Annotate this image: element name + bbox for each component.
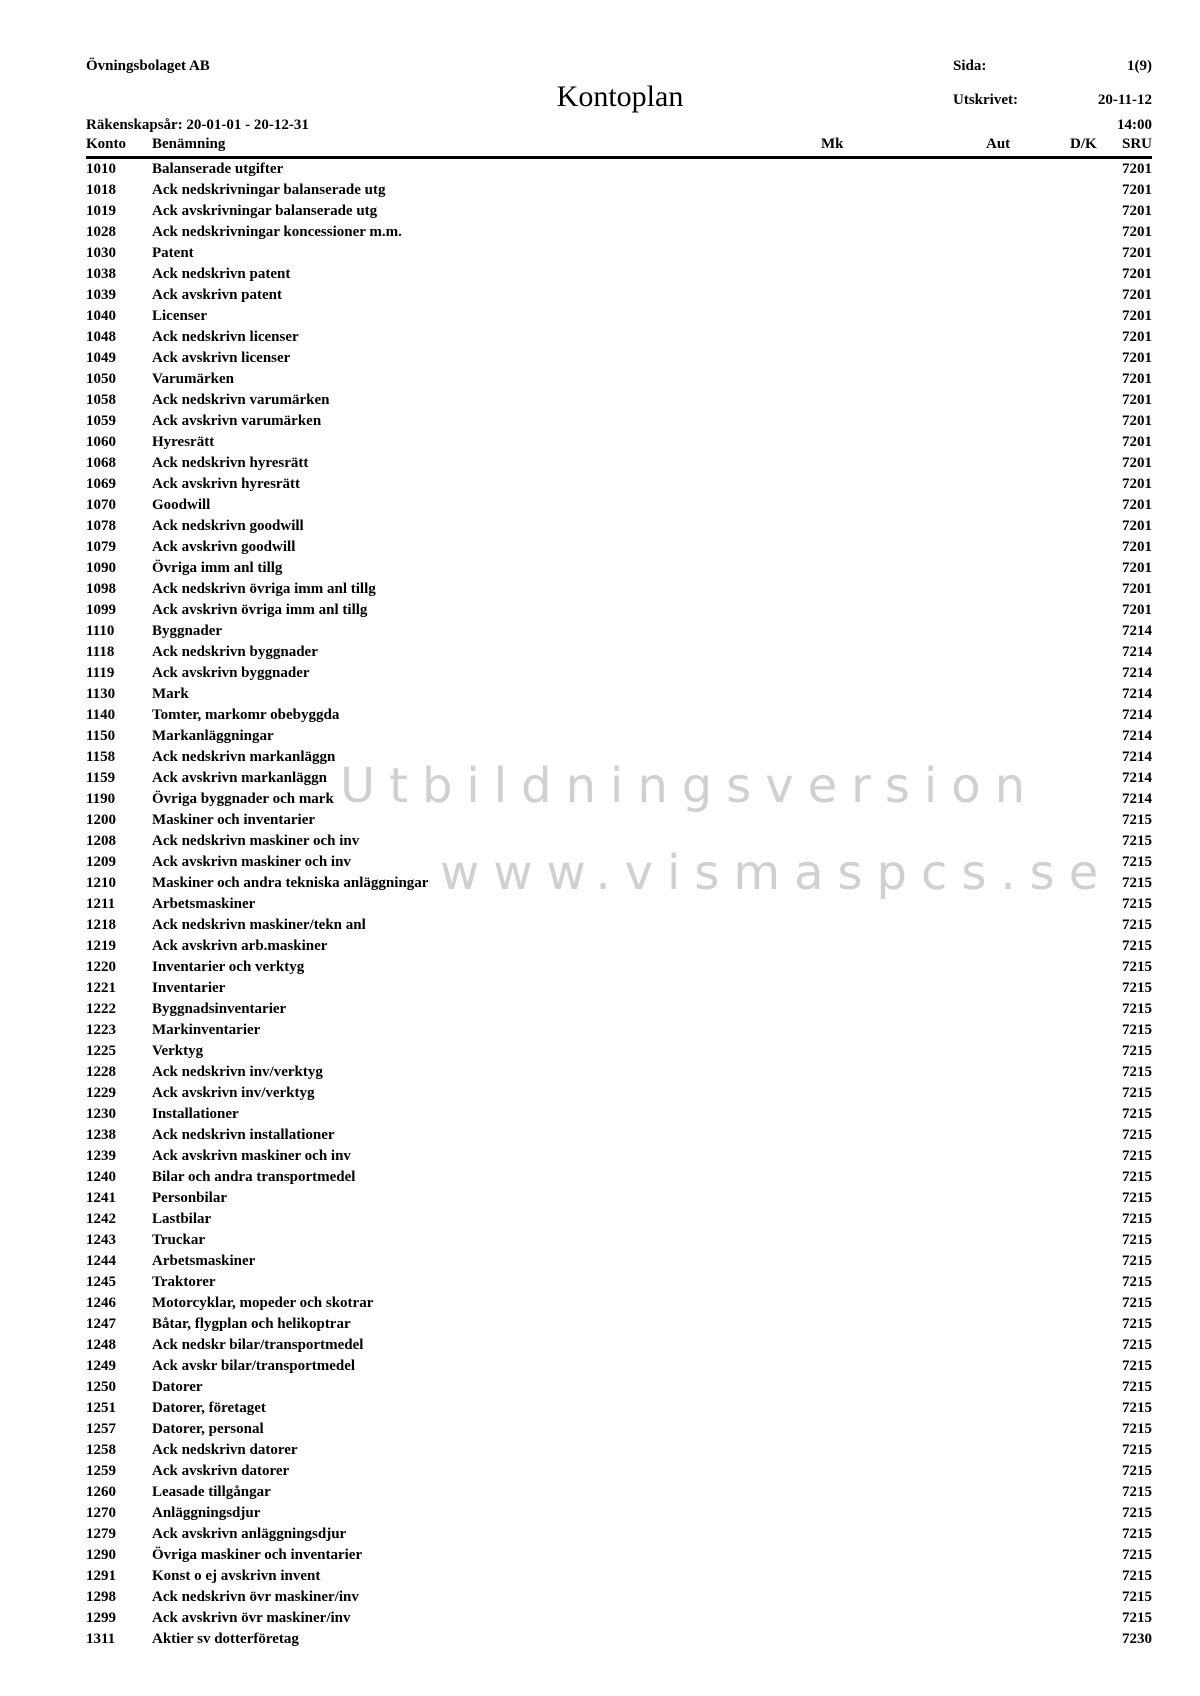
sru-code: 7215 [1122, 1085, 1152, 1101]
account-number: 1078 [86, 518, 116, 534]
account-number: 1279 [86, 1526, 116, 1542]
table-row [86, 663, 1152, 684]
sru-code: 7215 [1122, 917, 1152, 933]
account-name: Ack nedskrivn markanläggn [152, 749, 336, 765]
sru-code: 7201 [1122, 455, 1152, 471]
account-number: 1229 [86, 1085, 116, 1101]
account-number: 1225 [86, 1043, 116, 1059]
column-header-konto: Konto [86, 136, 127, 152]
account-name: Ack avskrivn övriga imm anl tillg [152, 602, 368, 618]
sru-code: 7214 [1122, 728, 1152, 744]
table-row [86, 1083, 1152, 1104]
account-name: Ack nedskrivn övr maskiner/inv [152, 1589, 359, 1605]
account-number: 1239 [86, 1148, 116, 1164]
sru-code: 7215 [1122, 1316, 1152, 1332]
table-row [86, 1440, 1152, 1461]
sru-code: 7230 [1122, 1631, 1152, 1647]
account-name: Ack nedskrivningar balanserade utg [152, 182, 386, 198]
table-row [86, 558, 1152, 579]
sru-code: 7201 [1122, 203, 1152, 219]
sru-code: 7215 [1122, 1610, 1152, 1626]
account-number: 1260 [86, 1484, 116, 1500]
account-number: 1219 [86, 938, 116, 954]
table-row [86, 621, 1152, 642]
account-name: Ack nedskrivningar koncessioner m.m. [152, 224, 402, 240]
account-name: Ack avskrivn inv/verktyg [152, 1085, 315, 1101]
account-number: 1245 [86, 1274, 116, 1290]
account-number: 1159 [86, 770, 116, 786]
sru-code: 7215 [1122, 1421, 1152, 1437]
sru-code: 7215 [1122, 1211, 1152, 1227]
table-row [86, 180, 1152, 201]
table-row [86, 1503, 1152, 1524]
account-number: 1250 [86, 1379, 116, 1395]
account-number: 1040 [86, 308, 116, 324]
account-number: 1069 [86, 476, 116, 492]
sru-code: 7215 [1122, 1274, 1152, 1290]
sru-code: 7215 [1122, 1295, 1152, 1311]
account-number: 1099 [86, 602, 116, 618]
account-name: Datorer, företaget [152, 1400, 266, 1416]
account-name: Goodwill [152, 497, 211, 513]
account-number: 1039 [86, 287, 116, 303]
account-name: Ack nedskrivn licenser [152, 329, 299, 345]
page-number: 1(9) [1127, 58, 1152, 74]
account-name: Leasade tillgångar [152, 1484, 271, 1500]
account-name: Ack avskrivningar balanserade utg [152, 203, 378, 219]
sru-code: 7215 [1122, 833, 1152, 849]
table-row [86, 1461, 1152, 1482]
account-number: 1140 [86, 707, 116, 723]
table-row [86, 1629, 1152, 1650]
account-name: Maskiner och inventarier [152, 812, 316, 828]
account-name: Traktorer [152, 1274, 216, 1290]
sru-code: 7201 [1122, 434, 1152, 450]
table-row [86, 1524, 1152, 1545]
column-header-benamning: Benämning [152, 136, 226, 152]
table-row [86, 474, 1152, 495]
account-name: Inventarier [152, 980, 226, 996]
account-name: Ack avskr bilar/transportmedel [152, 1358, 356, 1374]
account-number: 1150 [86, 728, 116, 744]
sru-code: 7201 [1122, 182, 1152, 198]
account-number: 1238 [86, 1127, 116, 1143]
account-number: 1251 [86, 1400, 116, 1416]
account-name: Byggnader [152, 623, 223, 639]
account-number: 1246 [86, 1295, 116, 1311]
table-row [86, 243, 1152, 264]
account-number: 1298 [86, 1589, 116, 1605]
table-row [86, 1419, 1152, 1440]
account-name: Ack nedskrivn övriga imm anl tillg [152, 581, 376, 597]
account-number: 1059 [86, 413, 116, 429]
account-number: 1299 [86, 1610, 116, 1626]
table-row [86, 390, 1152, 411]
account-name: Installationer [152, 1106, 239, 1122]
account-number: 1218 [86, 917, 116, 933]
sru-code: 7215 [1122, 1001, 1152, 1017]
sru-code: 7215 [1122, 1358, 1152, 1374]
account-number: 1220 [86, 959, 116, 975]
sru-code: 7201 [1122, 518, 1152, 534]
table-row [86, 915, 1152, 936]
table-row [86, 1167, 1152, 1188]
table-row [86, 1482, 1152, 1503]
table-row [86, 1251, 1152, 1272]
table-row [86, 453, 1152, 474]
sru-code: 7215 [1122, 1337, 1152, 1353]
sru-code: 7214 [1122, 644, 1152, 660]
account-name: Inventarier och verktyg [152, 959, 305, 975]
account-name: Markinventarier [152, 1022, 261, 1038]
sru-code: 7215 [1122, 1232, 1152, 1248]
account-number: 1038 [86, 266, 116, 282]
table-row [86, 1356, 1152, 1377]
table-row [86, 579, 1152, 600]
table-row [86, 1293, 1152, 1314]
account-name: Ack avskrivn byggnader [152, 665, 310, 681]
account-number: 1028 [86, 224, 116, 240]
sru-code: 7201 [1122, 581, 1152, 597]
account-number: 1070 [86, 497, 116, 513]
table-row [86, 1398, 1152, 1419]
sru-code: 7201 [1122, 350, 1152, 366]
column-headers [86, 136, 1152, 156]
account-name: Mark [152, 686, 189, 702]
account-name: Arbetsmaskiner [152, 896, 256, 912]
account-name: Ack nedskrivn byggnader [152, 644, 318, 660]
sru-code: 7215 [1122, 896, 1152, 912]
table-row [86, 1104, 1152, 1125]
sru-code: 7214 [1122, 665, 1152, 681]
sru-code: 7215 [1122, 1148, 1152, 1164]
account-number: 1223 [86, 1022, 116, 1038]
sru-code: 7215 [1122, 812, 1152, 828]
table-row [86, 369, 1152, 390]
account-number: 1048 [86, 329, 116, 345]
table-row [86, 1377, 1152, 1398]
account-name: Ack nedskr bilar/transportmedel [152, 1337, 364, 1353]
account-number: 1248 [86, 1337, 116, 1353]
account-name: Ack avskrivn arb.maskiner [152, 938, 328, 954]
table-row [86, 684, 1152, 705]
account-number: 1050 [86, 371, 116, 387]
sru-code: 7214 [1122, 791, 1152, 807]
account-name: Licenser [152, 308, 207, 324]
sru-code: 7215 [1122, 875, 1152, 891]
table-row [86, 348, 1152, 369]
sru-code: 7201 [1122, 371, 1152, 387]
account-number: 1247 [86, 1316, 116, 1332]
account-number: 1208 [86, 833, 116, 849]
account-number: 1249 [86, 1358, 116, 1374]
sru-code: 7215 [1122, 1400, 1152, 1416]
account-number: 1230 [86, 1106, 116, 1122]
page-label: Sida: [953, 58, 987, 74]
account-name: Datorer, personal [152, 1421, 264, 1437]
account-name: Ack avskrivn varumärken [152, 413, 322, 429]
table-row [86, 1062, 1152, 1083]
table-row [86, 705, 1152, 726]
account-number: 1244 [86, 1253, 116, 1269]
account-number: 1258 [86, 1442, 116, 1458]
account-name: Arbetsmaskiner [152, 1253, 256, 1269]
column-header-mk: Mk [821, 136, 844, 152]
account-number: 1130 [86, 686, 116, 702]
account-number: 1311 [86, 1631, 116, 1647]
table-row [86, 999, 1152, 1020]
account-number: 1211 [86, 896, 116, 912]
account-name: Övriga byggnader och mark [152, 791, 334, 807]
account-number: 1242 [86, 1211, 116, 1227]
account-name: Ack avskrivn anläggningsdjur [152, 1526, 347, 1542]
table-row [86, 1209, 1152, 1230]
sru-code: 7201 [1122, 539, 1152, 555]
sru-code: 7201 [1122, 560, 1152, 576]
table-row [86, 726, 1152, 747]
account-name: Övriga maskiner och inventarier [152, 1547, 363, 1563]
column-header-sru: SRU [1121, 136, 1152, 152]
account-name: Patent [152, 245, 194, 261]
column-header-dk: D/K [1070, 136, 1097, 152]
sru-code: 7215 [1122, 1106, 1152, 1122]
account-number: 1110 [86, 623, 115, 639]
table-row [86, 1587, 1152, 1608]
account-number: 1119 [86, 665, 115, 681]
sru-code: 7214 [1122, 749, 1152, 765]
account-number: 1068 [86, 455, 116, 471]
sru-code: 7201 [1122, 329, 1152, 345]
watermark-line-1: Utbildningsversion [340, 758, 1040, 814]
account-name: Övriga imm anl tillg [152, 560, 283, 576]
watermark-line-2: www.vismaspcs.se [440, 845, 1113, 901]
account-name: Ack nedskrivn varumärken [152, 392, 330, 408]
account-name: Bilar och andra transportmedel [152, 1169, 356, 1185]
sru-code: 7215 [1122, 1190, 1152, 1206]
account-name: Ack nedskrivn datorer [152, 1442, 298, 1458]
account-number: 1240 [86, 1169, 116, 1185]
company-name: Övningsbolaget AB [86, 58, 210, 74]
account-name: Maskiner och andra tekniska anläggningar [152, 875, 429, 891]
sru-code: 7214 [1122, 770, 1152, 786]
account-number: 1058 [86, 392, 116, 408]
table-row [86, 1608, 1152, 1629]
table-row [86, 1314, 1152, 1335]
account-table [86, 159, 1152, 1650]
account-name: Ack nedskrivn maskiner och inv [152, 833, 360, 849]
account-number: 1209 [86, 854, 116, 870]
account-number: 1291 [86, 1568, 116, 1584]
account-number: 1049 [86, 350, 116, 366]
account-number: 1098 [86, 581, 116, 597]
table-row [86, 159, 1152, 180]
sru-code: 7201 [1122, 602, 1152, 618]
account-number: 1241 [86, 1190, 116, 1206]
account-number: 1221 [86, 980, 116, 996]
table-row [86, 1125, 1152, 1146]
table-row [86, 1146, 1152, 1167]
account-number: 1257 [86, 1421, 116, 1437]
sru-code: 7215 [1122, 1589, 1152, 1605]
table-row [86, 264, 1152, 285]
account-name: Balanserade utgifter [152, 161, 284, 177]
sru-code: 7215 [1122, 1253, 1152, 1269]
account-number: 1270 [86, 1505, 116, 1521]
account-name: Aktier sv dotterföretag [152, 1631, 299, 1647]
account-name: Ack avskrivn hyresrätt [152, 476, 301, 492]
sru-code: 7201 [1122, 224, 1152, 240]
account-number: 1210 [86, 875, 116, 891]
account-name: Ack avskrivn maskiner och inv [152, 1148, 351, 1164]
sru-code: 7215 [1122, 938, 1152, 954]
sru-code: 7201 [1122, 308, 1152, 324]
account-number: 1259 [86, 1463, 116, 1479]
account-number: 1019 [86, 203, 116, 219]
printed-label: Utskrivet: [953, 92, 1018, 108]
table-row [86, 201, 1152, 222]
account-name: Personbilar [152, 1190, 227, 1206]
account-number: 1018 [86, 182, 116, 198]
account-name: Anläggningsdjur [152, 1505, 261, 1521]
sru-code: 7215 [1122, 980, 1152, 996]
table-row [86, 1230, 1152, 1251]
sru-code: 7214 [1122, 623, 1152, 639]
sru-code: 7215 [1122, 1484, 1152, 1500]
sru-code: 7215 [1122, 1463, 1152, 1479]
sru-code: 7201 [1122, 476, 1152, 492]
table-row [86, 957, 1152, 978]
account-number: 1010 [86, 161, 116, 177]
sru-code: 7215 [1122, 854, 1152, 870]
table-row [86, 1272, 1152, 1293]
sru-code: 7215 [1122, 1064, 1152, 1080]
account-name: Ack avskrivn datorer [152, 1463, 290, 1479]
account-number: 1243 [86, 1232, 116, 1248]
printed-date: 20-11-12 [1097, 92, 1152, 108]
account-number: 1190 [86, 791, 116, 807]
sru-code: 7215 [1122, 1442, 1152, 1458]
table-row [86, 432, 1152, 453]
account-name: Ack nedskrivn maskiner/tekn anl [152, 917, 366, 933]
table-row [86, 537, 1152, 558]
sru-code: 7201 [1122, 287, 1152, 303]
account-number: 1222 [86, 1001, 116, 1017]
table-row [86, 516, 1152, 537]
sru-code: 7201 [1122, 392, 1152, 408]
sru-code: 7215 [1122, 1022, 1152, 1038]
table-row [86, 1566, 1152, 1587]
account-name: Ack nedskrivn installationer [152, 1127, 335, 1143]
sru-code: 7201 [1122, 161, 1152, 177]
sru-code: 7215 [1122, 1043, 1152, 1059]
sru-code: 7215 [1122, 1505, 1152, 1521]
sru-code: 7201 [1122, 245, 1152, 261]
account-name: Ack nedskrivn inv/verktyg [152, 1064, 323, 1080]
account-number: 1118 [86, 644, 115, 660]
account-number: 1030 [86, 245, 116, 261]
table-row [86, 1041, 1152, 1062]
account-number: 1200 [86, 812, 116, 828]
table-row [86, 600, 1152, 621]
account-name: Datorer [152, 1379, 203, 1395]
table-row [86, 978, 1152, 999]
account-name: Ack avskrivn patent [152, 287, 283, 303]
account-name: Tomter, markomr obebyggda [152, 707, 340, 723]
account-name: Truckar [152, 1232, 206, 1248]
table-row [86, 222, 1152, 243]
sru-code: 7201 [1122, 413, 1152, 429]
fiscal-year: Räkenskapsår: 20-01-01 - 20-12-31 [86, 117, 309, 133]
account-number: 1060 [86, 434, 116, 450]
account-name: Ack avskrivn maskiner och inv [152, 854, 351, 870]
table-row [86, 1335, 1152, 1356]
sru-code: 7215 [1122, 1568, 1152, 1584]
table-row [86, 306, 1152, 327]
table-row [86, 1545, 1152, 1566]
account-name: Båtar, flygplan och helikoptrar [152, 1316, 351, 1332]
account-name: Ack nedskrivn patent [152, 266, 291, 282]
sru-code: 7201 [1122, 497, 1152, 513]
table-row [86, 936, 1152, 957]
printed-time: 14:00 [1117, 117, 1152, 133]
account-number: 1228 [86, 1064, 116, 1080]
account-name: Markanläggningar [152, 728, 274, 744]
table-row [86, 327, 1152, 348]
account-number: 1158 [86, 749, 116, 765]
table-row [86, 495, 1152, 516]
table-row [86, 285, 1152, 306]
sru-code: 7215 [1122, 1526, 1152, 1542]
table-row [86, 411, 1152, 432]
table-row [86, 1188, 1152, 1209]
account-name: Ack nedskrivn hyresrätt [152, 455, 309, 471]
account-name: Ack avskrivn övr maskiner/inv [152, 1610, 351, 1626]
sru-code: 7215 [1122, 1127, 1152, 1143]
account-name: Ack avskrivn goodwill [152, 539, 296, 555]
account-name: Verktyg [152, 1043, 204, 1059]
table-row [86, 1020, 1152, 1041]
account-name: Ack avskrivn licenser [152, 350, 291, 366]
sru-code: 7215 [1122, 1547, 1152, 1563]
account-name: Varumärken [152, 371, 234, 387]
account-name: Motorcyklar, mopeder och skotrar [152, 1295, 374, 1311]
sru-code: 7214 [1122, 707, 1152, 723]
account-number: 1090 [86, 560, 116, 576]
sru-code: 7214 [1122, 686, 1152, 702]
column-header-aut: Aut [986, 136, 1011, 152]
sru-code: 7215 [1122, 1379, 1152, 1395]
account-number: 1079 [86, 539, 116, 555]
account-number: 1290 [86, 1547, 116, 1563]
sru-code: 7215 [1122, 1169, 1152, 1185]
table-row [86, 642, 1152, 663]
account-name: Lastbilar [152, 1211, 212, 1227]
account-name: Byggnadsinventarier [152, 1001, 287, 1017]
account-name: Ack avskrivn markanläggn [152, 770, 328, 786]
account-name: Konst o ej avskrivn invent [152, 1568, 321, 1584]
page-title: Kontoplan [556, 80, 684, 113]
sru-code: 7201 [1122, 266, 1152, 282]
account-name: Hyresrätt [152, 434, 215, 450]
account-name: Ack nedskrivn goodwill [152, 518, 304, 534]
sru-code: 7215 [1122, 959, 1152, 975]
